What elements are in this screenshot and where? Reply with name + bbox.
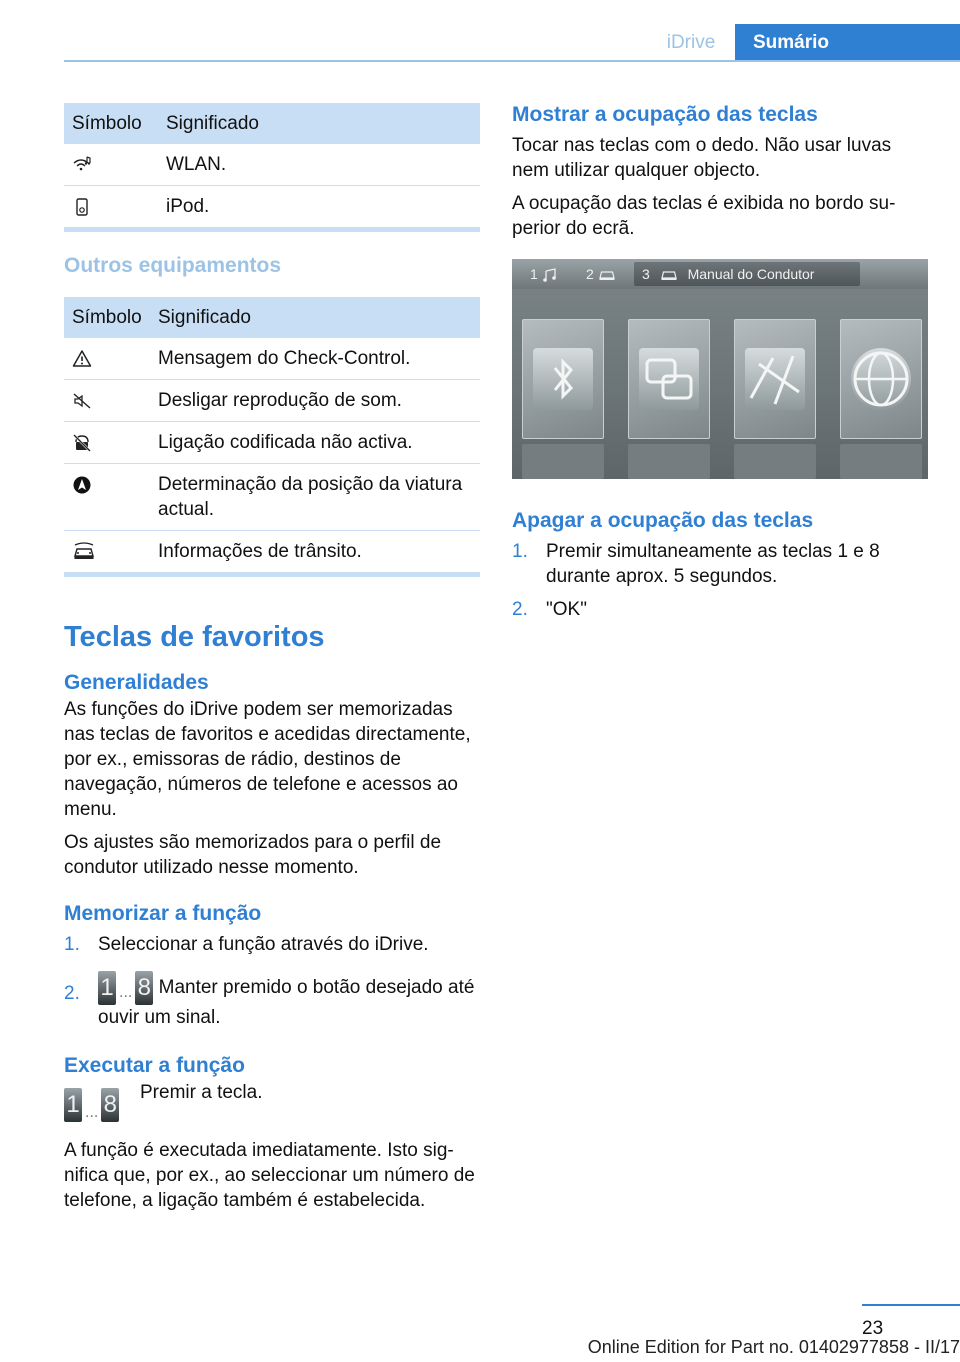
ipod-icon bbox=[72, 197, 92, 217]
idrive-screen-image bbox=[512, 259, 928, 479]
header-divider bbox=[64, 60, 960, 62]
subsection-title-execute-function: Executar a função bbox=[64, 1054, 245, 1077]
column-header-symbol: Símbolo bbox=[64, 103, 158, 144]
favorite-key-8: 8 bbox=[135, 971, 153, 1005]
footer-divider bbox=[862, 1304, 960, 1306]
table-row bbox=[64, 186, 480, 228]
telephone-icon bbox=[639, 348, 699, 410]
symbol-table-2 bbox=[64, 297, 480, 572]
wlan-icon bbox=[72, 155, 92, 175]
music-note-icon bbox=[542, 268, 558, 282]
column-header-meaning: Significado bbox=[158, 103, 480, 144]
meaning-cell: iPod. bbox=[166, 196, 210, 217]
screen-bottom-tile bbox=[840, 444, 922, 479]
screen-tab-2: 2 bbox=[578, 262, 616, 286]
general-paragraph-2: Os ajustes são memorizados para o perfil de condutor utilizado nesse momento. bbox=[64, 832, 442, 878]
map-icon bbox=[745, 348, 805, 410]
column-header-symbol: Símbolo bbox=[64, 297, 150, 338]
favorite-key-1: 1 bbox=[98, 971, 116, 1005]
warning-triangle-icon bbox=[72, 349, 92, 369]
meaning-cell: Desligar reprodução de som. bbox=[150, 380, 480, 422]
subsection-title-save-function: Memorizar a função bbox=[64, 902, 262, 925]
screen-bottom-tile bbox=[734, 444, 816, 479]
table-row bbox=[64, 464, 480, 531]
screen-tile-navigation bbox=[734, 319, 816, 439]
header-tab-idrive[interactable]: iDrive bbox=[666, 32, 716, 53]
meaning-cell: Ligação codificada não activa. bbox=[150, 422, 480, 464]
table-row bbox=[64, 338, 480, 380]
execute-row bbox=[64, 1082, 480, 1136]
favorite-keys-graphic: 1 ... 8 bbox=[98, 971, 153, 1005]
general-paragraph-1: As funções do iDrive podem ser memorizadas nas teclas de favoritos e acedidas directamente, por ex., emissoras de rádio, destinos de navegação, números de telefone e acessos ao menu. bbox=[64, 699, 471, 820]
list-item: 1. Seleccionar a função através do iDrive. bbox=[64, 934, 429, 955]
list-item: 2. 1 ... 8 Manter premido o botão desejado até ouvir um sinal. bbox=[64, 971, 480, 1030]
edition-note: Online Edition for Part no. 01402977858 - II/17 bbox=[587, 1337, 960, 1357]
table-row bbox=[64, 144, 480, 186]
section-title-other-equipment: Outros equipamentos bbox=[64, 254, 282, 277]
position-icon bbox=[72, 475, 92, 495]
execute-text: Premir a tecla. bbox=[140, 1082, 263, 1103]
screen-tile-bluetooth bbox=[522, 319, 604, 439]
show-keys-paragraph-2: A ocupação das teclas é exibida no bordo superior do ecrã. bbox=[512, 193, 896, 239]
list-item: 2. "OK" bbox=[512, 599, 587, 620]
subsection-title-clear-keys: Apagar a ocupação das teclas bbox=[512, 509, 814, 532]
globe-icon bbox=[851, 348, 911, 410]
screen-tab-1: 1 bbox=[522, 262, 558, 286]
screen-tab-3: 3 Manual do Condutor bbox=[634, 262, 860, 286]
screen-bottom-tile bbox=[628, 444, 710, 479]
mute-icon bbox=[72, 391, 92, 411]
header-tab-contents[interactable]: Sumário bbox=[735, 24, 960, 62]
execute-paragraph: A função é executada imediatamente. Isto significa que, por ex., ao seleccionar um número de telefone, a ligação também é estabelecida. bbox=[64, 1140, 475, 1211]
car-icon bbox=[598, 269, 616, 281]
encryption-off-icon bbox=[72, 433, 92, 453]
right-column bbox=[512, 103, 928, 622]
column-header-meaning: Significado bbox=[150, 297, 480, 338]
clear-steps-list bbox=[512, 539, 928, 622]
favorite-key-1: 1 bbox=[64, 1088, 82, 1122]
meaning-cell: Informações de trânsito. bbox=[158, 541, 362, 562]
table-row bbox=[64, 422, 480, 464]
section-title-favorites: Teclas de favoritos bbox=[64, 621, 325, 653]
car-icon bbox=[660, 269, 678, 281]
table-end-bar bbox=[64, 572, 480, 577]
favorite-keys-graphic: 1 ... 8 bbox=[64, 1088, 119, 1122]
symbol-table-1 bbox=[64, 103, 480, 227]
meaning-cell: WLAN. bbox=[158, 144, 480, 186]
table-end-bar bbox=[64, 227, 480, 232]
meaning-cell: Determinação da posição da viatura actual. bbox=[150, 464, 480, 531]
screen-tile-telephone bbox=[628, 319, 710, 439]
save-steps-list bbox=[64, 932, 480, 1030]
screen-tile-online bbox=[840, 319, 922, 439]
table-row bbox=[64, 531, 480, 573]
traffic-info-icon bbox=[72, 542, 96, 562]
subsection-title-general: Generalidades bbox=[64, 671, 209, 694]
left-column bbox=[64, 103, 480, 1213]
list-item: 1. Premir simultaneamente as teclas 1 e 8 durante aprox. 5 segundos. bbox=[512, 541, 880, 587]
table-row bbox=[64, 380, 480, 422]
bluetooth-icon bbox=[533, 348, 593, 410]
subsection-title-show-keys: Mostrar a ocupação das teclas bbox=[512, 103, 818, 126]
show-keys-paragraph-1: Tocar nas teclas com o dedo. Não usar luvas nem utilizar qualquer objecto. bbox=[512, 135, 892, 181]
screen-bottom-tile bbox=[522, 444, 604, 479]
page-number: 23 bbox=[862, 1318, 884, 1339]
meaning-cell: Mensagem do Check-Control. bbox=[150, 338, 480, 380]
favorite-key-8: 8 bbox=[101, 1088, 119, 1122]
